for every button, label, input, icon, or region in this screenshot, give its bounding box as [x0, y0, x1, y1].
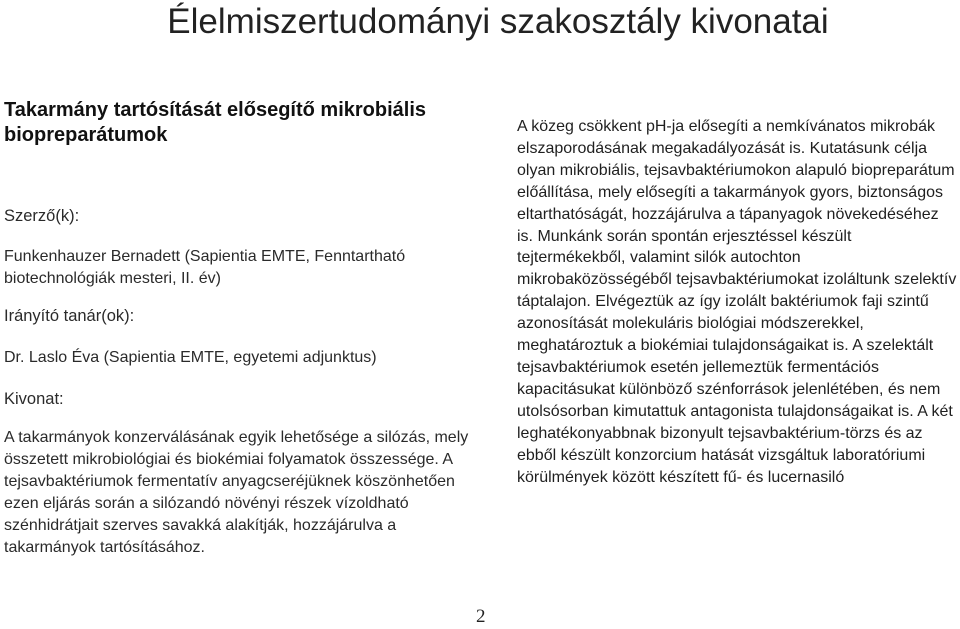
abstract-continued-text: A közeg csökkent pH-ja elősegíti a nemkívánatos mikrobák elszaporodásának megakadályozását is. Kutatásunk célja olyan mikrobiális, tejsavbaktériumokon alapuló biopreparátum előállítása, mely elősegíti a takarmányok gyors, biztonságos eltarthatóságát, hozzájárulva a tápanyagok növekedéséhez is. Munkánk során spontán erjesztéssel készült tejtermékekből, valamint silók autochton mikrobaközösségéből tejsavbaktériumokat izoláltunk szelektív táptalajon. Elvégeztük az így izolált baktériumok faji szintű azonosítását molekuláris biológiai módszerekkel, meghatároztuk a biokémiai tulajdonságaikat is. A szelektált tejsavbaktériumok esetén jellemeztük fermentációs kapacitásukat különböző szénforrások jelenlétében, és nem utolsósorban kimutattuk antagonista tulajdonságaikat is. A két leghatékonyabbnak bizonyult tejsavbaktérium-törzs és az ebből készült konzorcium hatását vizsgáltuk laboratóriumi körülmények között készített fű- és lucernasiló — [517, 118, 957, 486]
advisor-value: Dr. Laslo Éva (Sapientia EMTE, egyetemi adjunktus) — [4, 349, 377, 366]
author-label: Szerző(k): — [4, 207, 80, 225]
left-column — [4, 98, 474, 559]
page-number: 2 — [476, 606, 486, 627]
page-title: Élelmiszertudományi szakosztály kivonatai — [167, 2, 829, 41]
abstract-text: A takarmányok konzerválásának egyik lehetősége a silózás, mely összetett mikrobiológiai és biokémiai folyamatok összessége. A tejsavbaktériumok fermentatív anyagcseréjüknek köszönhetően ezen eljárás során a silózandó növényi részek vízoldható szénhidrátjait szerves savakká alakítják, hozzájárulva a takarmányok tartósításához. — [4, 429, 469, 556]
author-value: Funkenhauzer Bernadett (Sapientia EMTE, Fenntartható biotechnológiák mesteri, II. év) — [4, 248, 406, 287]
advisor-label: Irányító tanár(ok): — [4, 307, 135, 325]
abstract-label: Kivonat: — [4, 390, 64, 408]
paper-title: Takarmány tartósítását elősegítő mikrobiális biopreparátumok — [4, 99, 427, 146]
right-column — [517, 116, 957, 488]
